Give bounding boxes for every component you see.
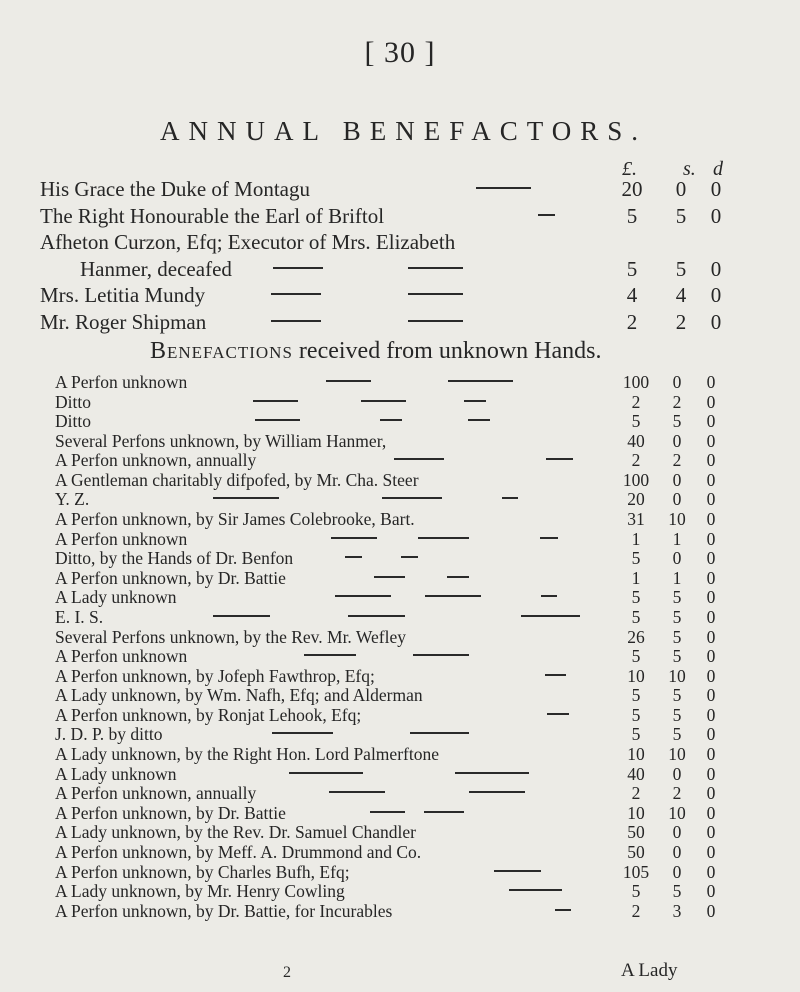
pence-amount: 0 <box>706 528 716 549</box>
pence-amount: 0 <box>706 646 716 667</box>
shillings-amount: 5 <box>672 685 682 706</box>
leader-dash <box>425 595 481 597</box>
shillings-amount: 0 <box>672 489 682 510</box>
pence-amount: 0 <box>706 704 716 725</box>
pence-amount: 0 <box>706 783 716 804</box>
shillings-amount: 2 <box>672 450 682 471</box>
pence-amount: 0 <box>706 430 716 451</box>
leader-dash <box>273 267 323 269</box>
pounds-amount: 20 <box>627 489 645 510</box>
leader-dash <box>408 293 463 295</box>
shillings-amount: 0 <box>672 430 682 451</box>
shillings-amount: 5 <box>672 587 682 608</box>
pence-amount: 0 <box>706 841 716 862</box>
shillings-amount: 5 <box>675 256 687 281</box>
shillings-amount: 2 <box>672 391 682 412</box>
pence-amount: 0 <box>706 881 716 902</box>
pounds-amount: 5 <box>631 704 641 725</box>
pounds-amount: 10 <box>627 802 645 823</box>
pence-amount: 0 <box>706 744 716 765</box>
leader-dash <box>540 537 558 539</box>
pence-amount: 0 <box>706 861 716 882</box>
shillings-amount: 5 <box>672 646 682 667</box>
pence-amount: 0 <box>706 802 716 823</box>
donor-name: A Lady unknown <box>55 763 177 784</box>
donor-name: J. D. P. by ditto <box>55 724 163 745</box>
shillings-amount: 10 <box>668 665 686 686</box>
shillings-amount: 2 <box>675 309 687 334</box>
leader-dash <box>272 732 333 734</box>
leader-dash <box>408 267 463 269</box>
donor-name: His Grace the Duke of Montagu <box>40 177 311 201</box>
shillings-amount: 10 <box>668 744 686 765</box>
pounds-amount: 5 <box>631 881 641 902</box>
donor-name: Ditto, by the Hands of Dr. Benfon <box>55 548 294 569</box>
donor-name: A Lady unknown, by Wm. Nafh, Efq; and Alderman <box>55 685 423 706</box>
pounds-amount: 5 <box>631 606 641 627</box>
shillings-amount: 2 <box>672 783 682 804</box>
donor-name: A Lady unknown, by the Right Hon. Lord Palmerftone <box>55 744 439 765</box>
donor-name: Hanmer, deceafed <box>80 256 232 281</box>
leader-dash <box>521 615 580 617</box>
leader-dash <box>538 214 555 216</box>
shillings-amount: 5 <box>672 411 682 432</box>
pounds-amount: 5 <box>626 203 638 228</box>
leader-dash <box>289 772 363 774</box>
donor-name: A Perfon unknown, by Sir James Colebrooke, Bart. <box>55 509 415 530</box>
leader-dash <box>326 380 371 382</box>
shillings-amount: 0 <box>672 841 682 862</box>
leader-dash <box>304 654 356 656</box>
leader-dash <box>271 320 321 322</box>
donor-name: A Perfon unknown <box>55 372 188 392</box>
pence-amount: 0 <box>706 391 716 412</box>
shillings-amount: 0 <box>672 548 682 569</box>
shillings-amount: 3 <box>672 900 682 921</box>
shillings-amount: 1 <box>672 528 682 549</box>
leader-dash <box>382 497 442 499</box>
pounds-amount: 2 <box>631 450 641 471</box>
leader-dash <box>413 654 469 656</box>
donor-name: A Perfon unknown <box>55 646 188 667</box>
leader-dash <box>494 870 541 872</box>
pounds-amount: 5 <box>626 256 638 281</box>
donor-name: A Perfon unknown, by Meff. A. Drummond and Co. <box>55 841 422 862</box>
pence-header: d <box>713 158 723 180</box>
pounds-amount: 26 <box>627 626 645 647</box>
pounds-amount: 2 <box>631 900 641 921</box>
shillings-amount: 0 <box>672 469 682 490</box>
pounds-amount: 40 <box>627 430 645 451</box>
leader-dash <box>345 556 362 558</box>
pence-amount: 0 <box>706 509 716 530</box>
shillings-amount: 5 <box>672 704 682 725</box>
pence-amount: 0 <box>706 450 716 471</box>
leader-dash <box>408 320 463 322</box>
leader-dash <box>547 713 569 715</box>
pounds-amount: 1 <box>631 528 641 549</box>
catchword: A Lady <box>621 960 678 981</box>
donor-name: Y. Z. <box>55 489 90 510</box>
pence-amount: 0 <box>706 469 716 490</box>
pounds-amount: 5 <box>631 548 641 569</box>
leader-dash <box>374 576 405 578</box>
pence-amount: 0 <box>710 256 722 281</box>
leader-dash <box>469 791 525 793</box>
pence-amount: 0 <box>706 665 716 686</box>
leader-dash <box>502 497 518 499</box>
leader-dash <box>348 615 405 617</box>
leader-dash <box>545 674 566 676</box>
section-heading-caps: Benefactions <box>150 338 293 364</box>
leader-dash <box>361 400 406 402</box>
leader-dash <box>418 537 469 539</box>
pounds-amount: 2 <box>631 783 641 804</box>
leader-dash <box>448 380 513 382</box>
pence-amount: 0 <box>710 177 722 201</box>
pence-amount: 0 <box>706 372 716 392</box>
pence-amount: 0 <box>710 283 722 307</box>
pounds-amount: 5 <box>631 411 641 432</box>
donor-name: Afheton Curzon, Efq; Executor of Mrs. Elizabeth <box>40 230 456 254</box>
shillings-amount: 0 <box>672 763 682 784</box>
shillings-amount: 5 <box>672 881 682 902</box>
donor-name: A Perfon unknown, annually <box>55 450 257 471</box>
pence-amount: 0 <box>710 203 722 228</box>
leader-dash <box>476 187 531 189</box>
donor-name: Mrs. Letitia Mundy <box>40 283 206 307</box>
leader-dash <box>509 889 562 891</box>
donor-name: A Gentleman charitably difpofed, by Mr. Cha. Steer <box>55 469 419 490</box>
donor-name: Several Perfons unknown, by William Hanmer, <box>55 430 387 451</box>
leader-dash <box>380 419 402 421</box>
leader-dash <box>335 595 391 597</box>
leader-dash <box>271 293 321 295</box>
pounds-amount: 2 <box>626 309 638 334</box>
pence-amount: 0 <box>706 567 716 588</box>
shillings-amount: 4 <box>675 283 687 307</box>
donor-name: Mr. Roger Shipman <box>40 309 207 334</box>
leader-dash <box>468 419 490 421</box>
pounds-amount: 50 <box>627 822 645 843</box>
pence-amount: 0 <box>706 411 716 432</box>
pounds-amount: 10 <box>627 665 645 686</box>
donor-name: The Right Honourable the Earl of Briftol <box>40 203 385 228</box>
leader-dash <box>213 615 270 617</box>
pounds-amount: 10 <box>627 744 645 765</box>
donor-name: Ditto <box>55 411 91 432</box>
donor-name: A Perfon unknown, by Charles Bufh, Efq; <box>55 861 350 882</box>
donor-name: Ditto <box>55 391 91 412</box>
pence-amount: 0 <box>706 489 716 510</box>
shillings-amount: 5 <box>672 606 682 627</box>
leader-dash <box>455 772 529 774</box>
leader-dash <box>464 400 486 402</box>
pence-amount: 0 <box>706 626 716 647</box>
pounds-amount: 100 <box>622 469 650 490</box>
pence-amount: 0 <box>706 900 716 921</box>
pence-amount: 0 <box>710 309 722 334</box>
pounds-amount: 40 <box>627 763 645 784</box>
donor-name: Several Perfons unknown, by the Rev. Mr. Wefley <box>55 626 406 647</box>
pence-amount: 0 <box>706 587 716 608</box>
donor-name: A Perfon unknown, by Dr. Battie, for Incurables <box>55 900 393 921</box>
donor-name: E. I. S. <box>55 606 104 627</box>
section-heading <box>150 338 602 365</box>
pounds-amount: 5 <box>631 646 641 667</box>
donor-name: A Perfon unknown, by Jofeph Fawthrop, Efq; <box>55 665 375 686</box>
leader-dash <box>541 595 557 597</box>
leader-dash <box>555 909 571 911</box>
pounds-amount: 31 <box>627 509 645 530</box>
pounds-amount: 105 <box>622 861 650 882</box>
donor-name: A Perfon unknown, annually <box>55 783 257 804</box>
pounds-amount: 1 <box>631 567 641 588</box>
shillings-amount: 0 <box>672 372 682 392</box>
shillings-amount: 5 <box>675 203 687 228</box>
donor-name: A Perfon unknown, by Dr. Battie <box>55 802 286 823</box>
pounds-amount: 4 <box>626 283 638 307</box>
pounds-amount: 20 <box>621 177 643 201</box>
pounds-amount: 100 <box>622 372 650 392</box>
shillings-amount: 0 <box>675 177 687 201</box>
shillings-amount: 1 <box>672 567 682 588</box>
pounds-amount: 50 <box>627 841 645 862</box>
leader-dash <box>401 556 418 558</box>
pounds-amount: 2 <box>631 391 641 412</box>
section-heading-rest: received from unknown Hands. <box>292 338 602 364</box>
pence-amount: 0 <box>706 606 716 627</box>
donor-name: A Perfon unknown, by Dr. Battie <box>55 567 286 588</box>
shillings-amount: 0 <box>672 822 682 843</box>
donor-name: A Lady unknown, by the Rev. Dr. Samuel Chandler <box>55 822 416 843</box>
leader-dash <box>255 419 300 421</box>
leader-dash <box>447 576 469 578</box>
pounds-header: £. <box>622 158 637 180</box>
pence-amount: 0 <box>706 822 716 843</box>
pounds-amount: 5 <box>631 587 641 608</box>
signature-mark: 2 <box>283 964 291 981</box>
pence-amount: 0 <box>706 685 716 706</box>
pence-amount: 0 <box>706 548 716 569</box>
shillings-amount: 5 <box>672 626 682 647</box>
shillings-amount: 10 <box>668 509 686 530</box>
leader-dash <box>331 537 377 539</box>
shillings-amount: 10 <box>668 802 686 823</box>
pence-amount: 0 <box>706 763 716 784</box>
pounds-amount: 5 <box>631 724 641 745</box>
shillings-header: s. <box>683 158 696 180</box>
leader-dash <box>329 791 385 793</box>
shillings-amount: 5 <box>672 724 682 745</box>
leader-dash <box>424 811 464 813</box>
shillings-amount: 0 <box>672 861 682 882</box>
pence-amount: 0 <box>706 724 716 745</box>
leader-dash <box>253 400 298 402</box>
leader-dash <box>394 458 444 460</box>
donor-name: A Perfon unknown <box>55 528 188 549</box>
donor-name: A Lady unknown <box>55 587 177 608</box>
page-title: ANNUAL BENEFACTORS. <box>160 116 648 146</box>
donor-name: A Perfon unknown, by Ronjat Lehook, Efq; <box>55 704 362 725</box>
leader-dash <box>370 811 405 813</box>
leader-dash <box>410 732 469 734</box>
leader-dash <box>546 458 573 460</box>
page-number: [ 30 ] <box>364 36 436 69</box>
leader-dash <box>213 497 279 499</box>
pounds-amount: 5 <box>631 685 641 706</box>
donor-name: A Lady unknown, by Mr. Henry Cowling <box>55 881 345 902</box>
